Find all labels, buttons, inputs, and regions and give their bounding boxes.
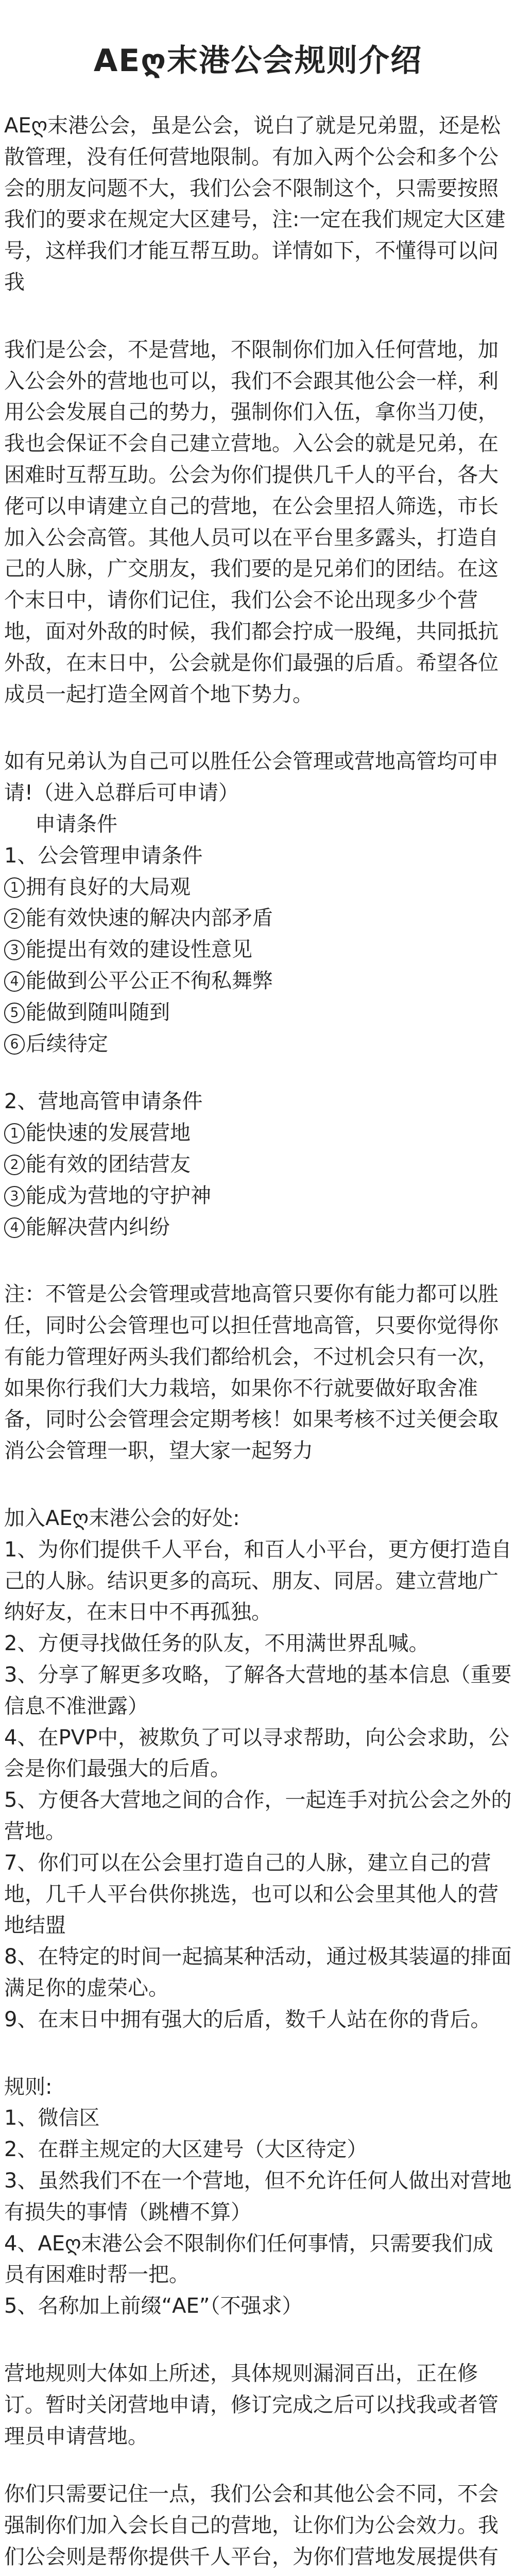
- outro-paragraph-2: 你们只需要记住一点，我们公会和其他公会不同，不会强制你们加入会长自己的营地，让你们为公会效力。我们公会则是帮你提供千人平台，为你们营地发展提供有: [4, 2482, 498, 2569]
- manager-conditions-title: 1、公会管理申请条件: [4, 843, 203, 868]
- circled-number: 4: [4, 971, 25, 992]
- benefit-item: 9、在末日中拥有强大的后盾，数千人站在你的背后。: [4, 2007, 491, 2031]
- list-item: [4, 872, 512, 903]
- circled-number: 4: [4, 1217, 25, 1238]
- list-item-text: 能有效快速的解决内部矛盾: [26, 906, 273, 930]
- list-item-text: 能解决营内纠纷: [26, 1215, 170, 1239]
- list-item: [4, 1212, 512, 1243]
- conditions-heading: 申请条件: [35, 812, 117, 836]
- camp-conditions-list: [4, 1117, 512, 1243]
- note-paragraph: 注：不管是公会管理或营地高管只要你有能力都可以胜任，同时公会管理也可以担任营地高管，只要你觉得你有能力管理好两头我们都给机会，不过机会只有一次，如果你行我们大力栽培，如果你不行就要做好取舍准备，同时公会管理会定期考核！如果考核不过关便会取消公会管理一职，望大家一起努力: [4, 1282, 498, 1463]
- apply-invitation: 如有兄弟认为自己可以胜任公会管理或营地高管均可申请!（进入总群后可申请）: [4, 750, 498, 805]
- list-item-text: 能提出有效的建设性意见: [26, 938, 252, 962]
- list-item-text: 能做到随叫随到: [26, 1000, 170, 1024]
- list-item: [4, 1149, 512, 1180]
- list-item: [4, 903, 512, 934]
- list-item: [4, 1117, 512, 1149]
- benefits-section: [4, 1503, 512, 2036]
- rule-item: 3、虽然我们不在一个营地，但不允许任何人做出对营地有损失的事情（跳槽不算）: [4, 2169, 512, 2224]
- list-item-text: 拥有良好的大局观: [26, 875, 191, 899]
- manager-conditions-list: [4, 872, 512, 1060]
- list-item-text: 能做到公平公正不徇私舞弊: [26, 969, 273, 993]
- benefit-item: 1、为你们提供千人平台，和百人小平台，更方便打造自己的人脉。结识更多的高玩、朋友、同居。建立营地广纳好友，在末日中不再孤独。: [4, 1537, 512, 1624]
- rules-title: 规则:: [4, 2075, 53, 2099]
- rule-item: 5、名称加上前缀“AE”（不强求）: [4, 2294, 303, 2318]
- circled-number: 2: [4, 1155, 25, 1175]
- list-item: [4, 965, 512, 997]
- benefit-item: 7、你们可以在公会里打造自己的人脉，建立自己的营地，几千人平台供你挑选，也可以和公会里其他人的营地结盟: [4, 1851, 498, 1938]
- outro-paragraph-1: 营地规则大体如上所述，具体规则漏洞百出，正在修订。暂时关闭营地申请，修订完成之后可以找我或者管理员申请营地。: [4, 2362, 498, 2448]
- benefit-item: 8、在特定的时间一起搞某种活动，通过极其装逼的排面满足你的虚荣心。: [4, 1945, 512, 2001]
- list-item: [4, 997, 512, 1028]
- list-item: [4, 1180, 512, 1212]
- benefit-item: 5、方便各大营地之间的合作，一起连手对抗公会之外的营地。: [4, 1788, 512, 1844]
- circled-number: 1: [4, 1123, 25, 1144]
- circled-number: 1: [4, 877, 25, 898]
- rule-item: 1、微信区: [4, 2106, 100, 2130]
- intro-paragraph-1: AEღ末港公会，虽是公会，说白了就是兄弟盟，还是松散管理，没有任何营地限制。有加入两个公会和多个公会的朋友问题不大，我们公会不限制这个，只需要按照我们的要求在规定大区建号，注:一定在我们规定大区建号，这样我们才能互帮互助。详情如下，不懂得可以问我: [4, 114, 506, 294]
- rule-item: 4、AEღ末港公会不限制你们任何事情，只需要我们成员有困难时帮一把。: [4, 2231, 493, 2287]
- list-item: [4, 934, 512, 965]
- list-item-text: 后续待定: [26, 1031, 108, 1056]
- list-item-text: 能成为营地的守护神: [26, 1183, 211, 1208]
- circled-number: 2: [4, 908, 25, 929]
- circled-number: 3: [4, 940, 25, 960]
- intro-paragraph-2: 我们是公会，不是营地，不限制你们加入任何营地，加入公会外的营地也可以，我们不会跟其他公会一样，利用公会发展自己的势力，强制你们入伍，拿你当刀使，我也会保证不会自己建立营地。入公会的就是兄弟，在困难时互帮互助。公会为你们提供几千人的平台，各大佬可以申请建立自己的营地，在公会里招人筛选，市长加入公会高管。其他人员可以在平台里多露头，打造自己的人脉，广交朋友，我们要的是兄弟们的团结。在这个末日中，请你们记住，我们公会不论出现多少个营地，面对外敌的时候，我们都会拧成一股绳，共同抵抗外敌，在末日中，公会就是你们最强的后盾。希望各位成员一起打造全网首个地下势力。: [4, 337, 498, 706]
- benefit-item: 3、分享了解更多攻略，了解各大营地的基本信息（重要信息不准泄露）: [4, 1663, 512, 1718]
- page-title: AEღ末港公会规则介绍: [93, 43, 423, 79]
- list-item: [4, 1028, 512, 1060]
- conditions-section: [4, 809, 512, 1243]
- rule-item: 2、在群主规定的大区建号（大区待定）: [4, 2138, 368, 2162]
- benefit-item: 4、在PVP中，被欺负了可以寻求帮助，向公会求助，公会是你们最强大的后盾。: [4, 1725, 510, 1781]
- circled-number: 6: [4, 1034, 25, 1055]
- benefits-title: 加入AEღ末港公会的好处:: [4, 1506, 240, 1531]
- benefit-item: 2、方便寻找做任务的队友，不用满世界乱喊。: [4, 1632, 429, 1656]
- circled-number: 5: [4, 1003, 25, 1023]
- list-item-text: 能快速的发展营地: [26, 1121, 191, 1145]
- rules-section: [4, 2072, 512, 2322]
- list-item-text: 能有效的团结营友: [26, 1152, 191, 1176]
- camp-conditions-title: 2、营地高管申请条件: [4, 1090, 203, 1114]
- circled-number: 3: [4, 1186, 25, 1207]
